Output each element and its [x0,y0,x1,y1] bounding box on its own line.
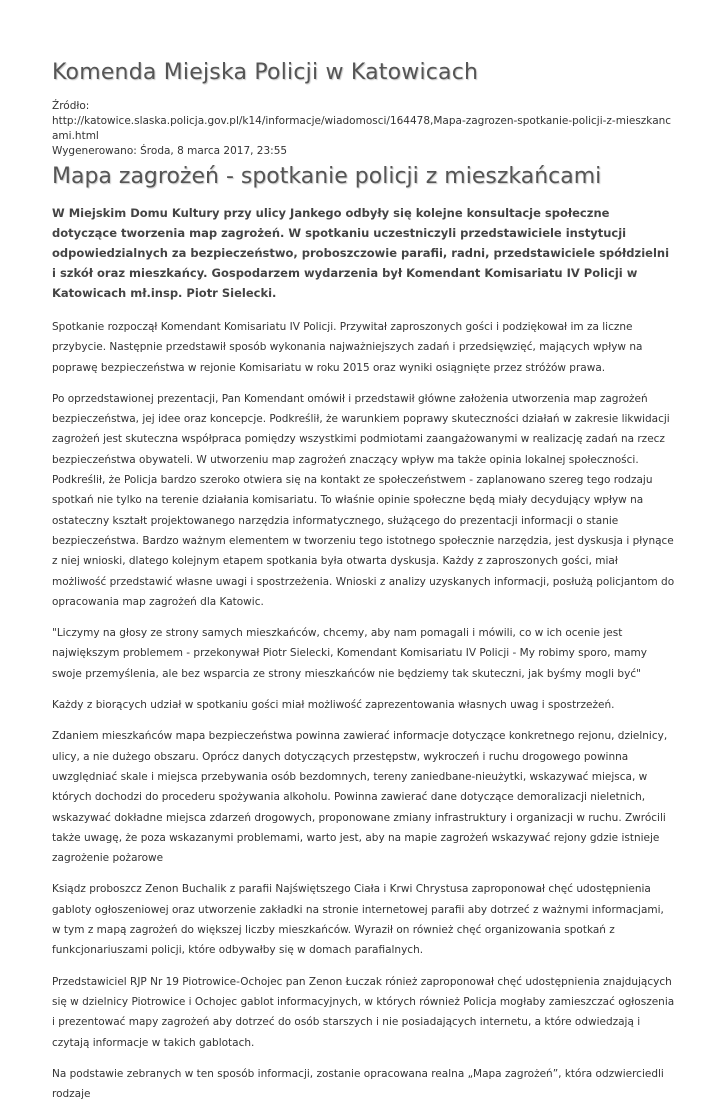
generated-date: Wygenerowano: Środa, 8 marca 2017, 23:55 [52,145,288,157]
source-url[interactable]: http://katowice.slaska.policja.gov.pl/k14/informacje/wiadomosci/164478,Mapa-zagrozen-spotkanie-policji-z-mieszkancami.html [52,115,672,142]
article-lead: W Miejskim Domu Kultury przy ulicy Jankego odbyły się kolejne konsultacje społeczne dotyczące tworzenia map zagrożeń. W spotkaniu uczestniczyli przedstawiciele instytucji odpowiedzialnych za bezpieczeństwo, proboszczowie parafii, radni, przedstawiciele spółdzielni i szkół oraz mieszkańcy. Gospodarzem wydarzenia był Komendant Komisariatu IV Policji w Katowicach mł.insp. Piotr Sielecki. [52,206,670,300]
article-paragraph: Ksiądz proboszcz Zenon Buchalik z parafii Najświętszego Ciała i Krwi Chrystusa zaproponował chęć udostępnienia gabloty ogłoszeniowej oraz utworzenie zakładki na stronie internetowej parafii aby dotrzeć z ważnymi informacjami, w tym z mapą zagrożeń do większej liczby mieszkańców. Wyraził on również chęć organizowania spotkań z funkcjonariuszami policji, które odbywałby się w domach parafialnych. [52,883,664,957]
source-label: Źródło: [52,100,90,112]
article-title: Mapa zagrożeń - spotkanie policji z mieszkańcami [52,164,602,189]
article-paragraph: Po oprzedstawionej prezentacji, Pan Komendant omówił i przedstawił główne założenia utworzenia map zagrożeń bezpieczeństwa, jej idee oraz koncepcje. Podkreślił, że warunkiem poprawy skuteczności działań w zakresie likwidacji zagrożeń jest skuteczna współpraca pomiędzy wszystkimi podmiotami zaangażowanymi w realizację zadań na rzecz bezpieczeństwa obywateli. W utworzeniu map zagrożeń znaczący wpływ ma także opinia lokalnej społeczności. Podkreślił, że Policja bardzo szeroko otwiera się na kontakt ze społeczeństwem - zaplanowano szereg tego rodzaju spotkań nie tylko na terenie działania komisariatu. To właśnie opinie społeczne będą miały decydujący wpływ na ostateczny kształt projektowanego narzędzia informatycznego, służącego do prezentacji informacji o stanie bezpieczeństwa. Bardzo ważnym elementem w tworzeniu tego istotnego społecznie narzędzia, jest dyskusja i płynące z niej wnioski, dlatego kolejnym etapem spotkania była otwarta dyskusja. Każdy z zaproszonych gości, miał możliwość przedstawić własne uwagi i spostrzeżenia. Wnioski z analizy uzyskanych informacji, posłużą policjantom do opracowania map zagrożeń dla Katowic. [52,392,675,608]
site-title: Komenda Miejska Policji w Katowicach [52,60,479,85]
article-paragraph: Na podstawie zebranych w ten sposób informacji, zostanie opracowana realna „Mapa zagrożeń”, która odzwierciedli rodzaje [52,1067,664,1101]
article-paragraph: Zdaniem mieszkańców mapa bezpieczeństwa powinna zawierać informacje dotyczące konkretnego rejonu, dzielnicy, ulicy, a nie dużego obszaru. Oprócz danych dotyczących przestępstw, wykroczeń i ruchu drogowego powinna uwzględniać skale i miejsca przebywania osób bezdomnych, tereny zaniedbane-nieużytki, wskazywać miejsca, w których dochodzi do procederu spożywania alkoholu. Powinna zawierać dane dotyczące demoralizacji nieletnich, wskazywać dokładne miejsca zdarzeń drogowych, proponowane zmiany infrastruktury i organizacji w ruchu. Zwrócili także uwagę, że poza wskazanymi problemami, warto jest, aby na mapie zagrożeń wskazywać rejony gdzie istnieje zagrożenie pożarowe [52,730,668,865]
article-paragraph: Każdy z biorących udział w spotkaniu gości miał możliwość zaprezentowania własnych uwag i spostrzeżeń. [52,699,615,712]
article-paragraph: Spotkanie rozpoczął Komendant Komisariatu IV Policji. Przywitał zaproszonych gości i podziękował im za liczne przybycie. Następnie przedstawił sposób wykonania najważniejszych zadań i przedsięwzięć, mających wpływ na poprawę bezpieczeństwa w rejonie Komisariatu w roku 2015 oraz wyniki osiągnięte przez stróżów prawa. [52,321,643,374]
article-paragraph: Przedstawiciel RJP Nr 19 Piotrowice-Ochojec pan Zenon Łuczak rónież zaproponował chęć udostępnienia znajdujących się w dzielnicy Piotrowice i Ochojec gablot informacyjnych, w których również Policja mogłaby zamieszczać ogłoszenia i prezentować mapy zagrożeń aby dotrzeć do osób starszych i nie posiadających internetu, a które odwiedzają i czytają informacje w takich gablotach. [52,975,675,1049]
source-meta [52,99,675,159]
article-paragraph: "Liczymy na głosy ze strony samych mieszkańców, chcemy, aby nam pomagali i mówili, co w ich ocenie jest największym problemem - przekonywał Piotr Sielecki, Komendant Komisariatu IV Policji - My robimy sporo, mamy swoje przemyślenia, ale bez wsparcia ze strony mieszkańców nie będziemy tak skuteczni, jak byśmy mogli być" [52,627,647,680]
